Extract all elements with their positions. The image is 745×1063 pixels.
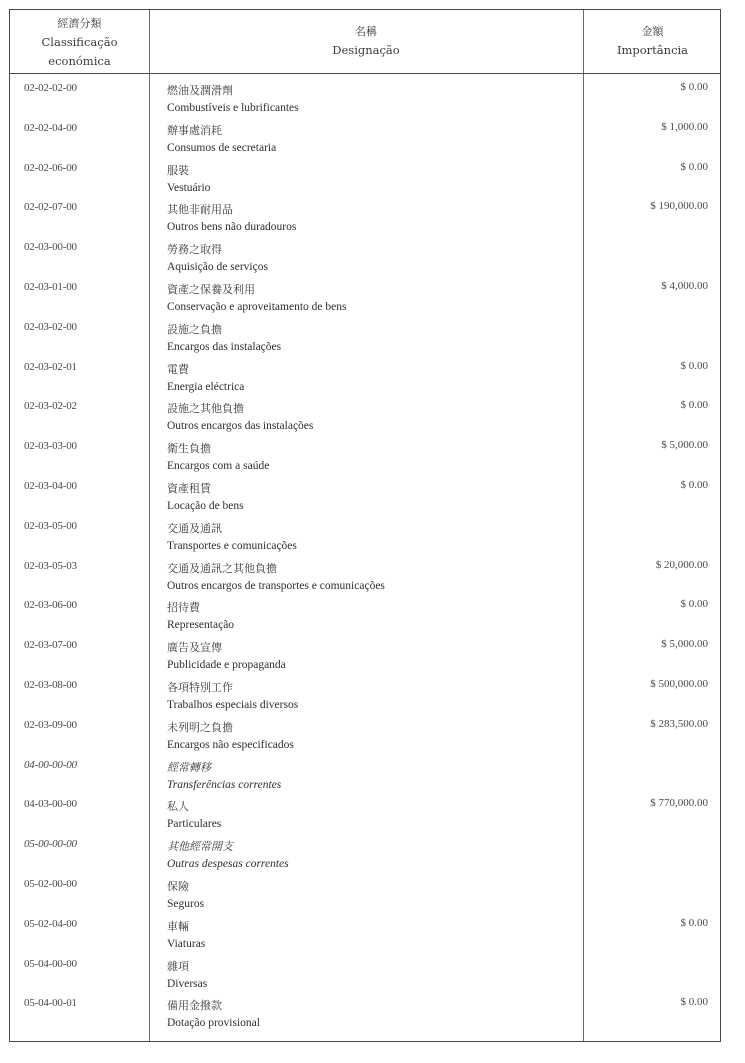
row-name-zh: 資產之保養及利用: [167, 282, 255, 296]
row-name-pt: Vestuário: [167, 181, 211, 194]
row-amount: $ 190,000.00: [650, 200, 708, 213]
row-name-pt: Locação de bens: [167, 499, 244, 512]
row-name-zh: 衛生負擔: [167, 442, 211, 456]
row-name-zh: 辦事處消耗: [167, 123, 222, 137]
row-name-pt: Viaturas: [167, 937, 206, 950]
row-name-pt: Transferências correntes: [167, 778, 282, 791]
row-name-zh: 交通及通訊: [167, 521, 222, 535]
row-amount: $ 0.00: [680, 478, 708, 491]
row-name-zh: 設施之其他負擔: [167, 402, 244, 416]
row-amount: $ 770,000.00: [650, 797, 708, 810]
header-classification-zh: 經濟分類: [57, 17, 102, 30]
row-name-zh: 雜項: [167, 959, 189, 973]
table-body: [10, 80, 720, 1035]
row-name-pt: Seguros: [167, 897, 205, 910]
row-code: 02-02-07-00: [24, 201, 77, 214]
table-row: [10, 319, 720, 359]
table-row: [10, 518, 720, 558]
table-row: [10, 438, 720, 478]
table-row: [10, 239, 720, 279]
row-name-pt: Outros encargos de transportes e comunicações: [167, 579, 385, 592]
header-divider: [10, 73, 720, 74]
table-row: [10, 597, 720, 637]
row-name-zh: 各項特別工作: [167, 680, 233, 694]
header-designation: [149, 22, 583, 60]
row-amount: $ 5,000.00: [661, 638, 708, 651]
row-code: 02-03-05-03: [24, 559, 77, 572]
header-amount-pt: Importância: [616, 43, 689, 57]
row-name-zh: 設施之負擔: [167, 322, 222, 336]
row-name-pt: Energia eléctrica: [167, 380, 245, 393]
row-name-zh: 資產租賃: [167, 481, 211, 495]
row-code: 05-00-00-00: [24, 838, 77, 851]
row-amount: $ 0.00: [680, 160, 708, 173]
row-code: 02-02-02-00: [24, 82, 77, 94]
row-code: 05-04-00-01: [24, 997, 77, 1010]
row-code: 02-03-06-00: [24, 599, 77, 612]
row-amount: $ 283,500.00: [650, 717, 708, 730]
row-code: 02-03-03-00: [24, 440, 77, 453]
table-row: [10, 677, 720, 717]
header-amount: [583, 22, 722, 60]
row-name-zh: 廣告及宣傳: [167, 641, 222, 655]
row-code: 02-02-04-00: [24, 121, 77, 134]
table-row: [10, 757, 720, 797]
row-name-zh: 私人: [167, 800, 189, 814]
row-name-pt: Encargos das instalações: [167, 340, 282, 353]
table-row: [10, 558, 720, 598]
row-name-pt: Conservação e aproveitamento de bens: [167, 300, 347, 313]
row-name-pt: Aquisição de serviços: [167, 261, 268, 274]
row-code: 02-03-07-00: [24, 639, 77, 652]
row-code: 02-03-02-02: [24, 400, 77, 413]
row-code: 02-02-06-00: [24, 161, 77, 174]
row-amount: $ 0.00: [680, 598, 708, 611]
table-row: [10, 160, 720, 200]
table-row: [10, 637, 720, 677]
table-row: [10, 80, 720, 120]
row-name-pt: Transportes e comunicações: [167, 539, 297, 552]
table-row: [10, 478, 720, 518]
row-code: 04-00-00-00: [24, 758, 77, 771]
row-name-pt: Dotação provisional: [167, 1017, 260, 1030]
row-amount: $ 0.00: [680, 996, 708, 1009]
row-name-zh: 保險: [167, 879, 189, 893]
header-classification-pt2: económica: [48, 54, 111, 68]
row-amount: $ 0.00: [680, 399, 708, 412]
row-name-zh: 備用金撥款: [167, 999, 222, 1013]
table-row: [10, 956, 720, 996]
row-code: 02-03-00-00: [24, 241, 77, 254]
table-row: [10, 359, 720, 399]
row-code: 05-02-00-00: [24, 877, 77, 890]
row-name-pt: Diversas: [167, 977, 208, 990]
row-code: 02-03-04-00: [24, 479, 77, 492]
table-row: [10, 279, 720, 319]
header-designation-zh: 名稱: [355, 25, 377, 38]
row-name-pt: Outras despesas correntes: [167, 858, 289, 871]
row-name-pt: Representação: [167, 619, 235, 632]
row-name-zh: 經常轉移: [167, 760, 211, 774]
table-row: [10, 876, 720, 916]
table-row: [10, 916, 720, 956]
table-row: [10, 120, 720, 160]
row-amount: $ 1,000.00: [661, 120, 708, 133]
table-row: [10, 398, 720, 438]
row-name-zh: 服裝: [167, 163, 189, 177]
row-name-pt: Trabalhos especiais diversos: [167, 698, 299, 711]
table-row: [10, 717, 720, 757]
row-code: 02-03-09-00: [24, 718, 77, 731]
row-code: 05-02-04-00: [24, 917, 77, 930]
table-row: [10, 199, 720, 239]
row-name-zh: 未列明之負擔: [167, 720, 233, 734]
row-name-zh: 燃油及潤滑劑: [167, 84, 233, 97]
row-name-pt: Consumos de secretaria: [167, 141, 277, 154]
row-name-pt: Publicidade e propaganda: [167, 659, 286, 672]
row-code: 05-04-00-00: [24, 957, 77, 970]
row-code: 02-03-01-00: [24, 280, 77, 293]
row-name-pt: Combustíveis e lubrificantes: [167, 102, 299, 114]
row-name-pt: Particulares: [167, 818, 222, 831]
row-name-zh: 其他非耐用品: [167, 203, 233, 217]
header-amount-zh: 金額: [641, 25, 664, 38]
row-name-zh: 勞務之取得: [167, 243, 222, 257]
header-classification: [10, 14, 149, 71]
row-code: 02-03-02-00: [24, 320, 77, 333]
row-name-pt: Outros bens não duradouros: [167, 221, 297, 234]
row-code: 04-03-00-00: [24, 798, 77, 811]
row-name-zh: 招待費: [167, 601, 200, 615]
row-name-pt: Encargos com a saúde: [167, 460, 270, 473]
header-classification-pt1: Classificação: [41, 35, 118, 49]
row-code: 02-03-05-00: [24, 519, 77, 532]
row-code: 02-03-08-00: [24, 678, 77, 691]
row-name-zh: 電費: [167, 362, 189, 376]
row-amount: $ 0.00: [680, 916, 708, 929]
row-name-pt: Outros encargos das instalações: [167, 420, 314, 433]
row-amount: $ 0.00: [680, 81, 708, 93]
row-amount: $ 5,000.00: [661, 439, 708, 452]
table-row: [10, 995, 720, 1035]
row-amount: $ 4,000.00: [661, 279, 708, 292]
table-row: [10, 836, 720, 876]
row-amount: $ 0.00: [680, 359, 708, 372]
row-name-zh: 車輛: [167, 919, 189, 933]
header-designation-pt: Designação: [332, 43, 400, 57]
row-amount: $ 20,000.00: [655, 558, 708, 571]
budget-table: [9, 9, 721, 1042]
row-name-zh: 交通及通訊之其他負擔: [167, 561, 277, 575]
row-name-pt: Encargos não especificados: [167, 738, 294, 751]
row-name-zh: 其他經常開支: [167, 840, 233, 854]
row-code: 02-03-02-01: [24, 360, 77, 373]
table-row: [10, 796, 720, 836]
row-amount: $ 500,000.00: [650, 677, 708, 690]
